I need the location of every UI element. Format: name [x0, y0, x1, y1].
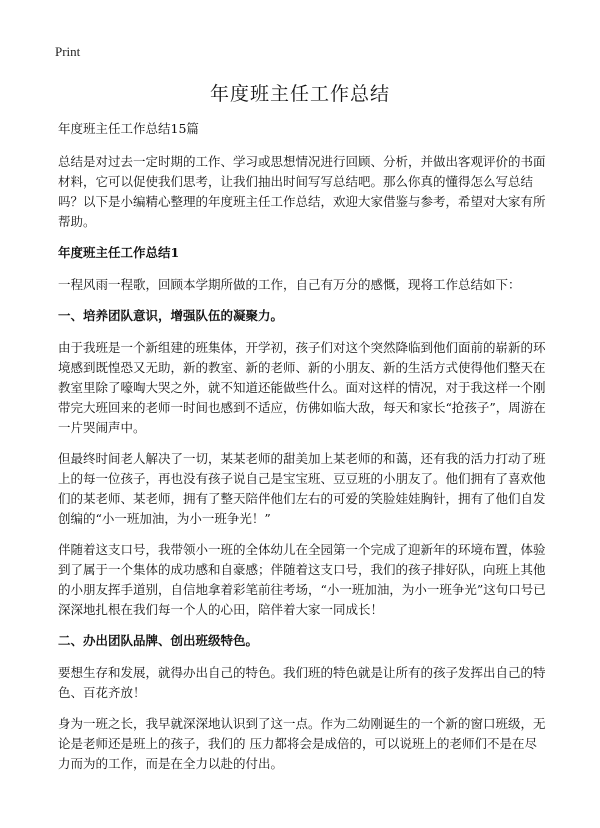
document-subtitle: 年度班主任工作总结15篇: [58, 121, 199, 136]
paragraph: 由于我班是一个新组建的班集体，开学初，孩子们对这个突然降临到他们面前的崭新的环境感到既惶恐又无助，新的教室、新的老师、新的小朋友、新的生活方式使得他们整天在教室里除了嚎啕大哭之外，就不知道还能做些什么。面对这样的情况，对于我这样一个刚带完大班回来的老师一时间也感到不适应，仿佛如临大敌，每天和家长“抢孩子”，周游在一片哭闹声中。: [58, 340, 546, 435]
document-title: 年度班主任工作总结: [209, 83, 390, 105]
section-title: 年度班主任工作总结1: [58, 245, 180, 260]
print-link[interactable]: Print: [55, 44, 81, 59]
paragraph: 伴随着这支口号，我带领小一班的全体幼儿在全园第一个完成了迎新年的环境布置，体验到了属于一个集体的成功感和自豪感；伴随着这支口号，我们的孩子排好队，向班上其他的小朋友挥手道别，自信地拿着彩笔前往考场，“小一班加油，为小一班争光”这句口号已深深地扎根在我们每一个人的心田，陪伴着大家一同成长！: [58, 542, 546, 617]
heading-one: 一、培养团队意识，增强队伍的凝聚力。: [58, 308, 284, 323]
heading-two: 二、办出团队品牌、创出班级特色。: [58, 633, 259, 648]
paragraph: 但最终时间老人解决了一切，某某老师的甜美加上某老师的和蔼，还有我的活力打动了班上的每一位孩子，再也没有孩子说自己是宝宝班、豆豆班的小朋友了。他们拥有了喜欢他们的某老师、某老师，拥有了整天陪伴他们左右的可爱的笑脸娃娃胸针，拥有了他们自发创编的“小一班加油，为小一班争光！”: [58, 451, 546, 526]
document-body: [58, 119, 548, 785]
paragraph: 要想生存和发展，就得办出自己的特色。我们班的特色就是让所有的孩子发挥出自己的特色、百花齐放！: [58, 665, 546, 700]
opening-paragraph: 一程风雨一程歌，回顾本学期所做的工作，自己有万分的感慨，现将工作总结如下：: [58, 277, 521, 292]
paragraph: 身为一班之长，我早就深深地认识到了这一点。作为二幼刚诞生的一个新的窗口班级，无论是老师还是班上的孩子，我们的 压力都将会是成倍的，可以说班上的老师们不是在尽力而为的工作，而是在全力以赴的付出。: [58, 716, 546, 771]
intro-paragraph: 总结是对过去一定时期的工作、学习或思想情况进行回顾、分析，并做出客观评价的书面材料，它可以促使我们思考，让我们抽出时间写写总结吧。那么你真的懂得怎么写总结吗？以下是小编精心整理的年度班主任工作总结，欢迎大家借鉴与参考，希望对大家有所帮助。: [58, 154, 546, 229]
